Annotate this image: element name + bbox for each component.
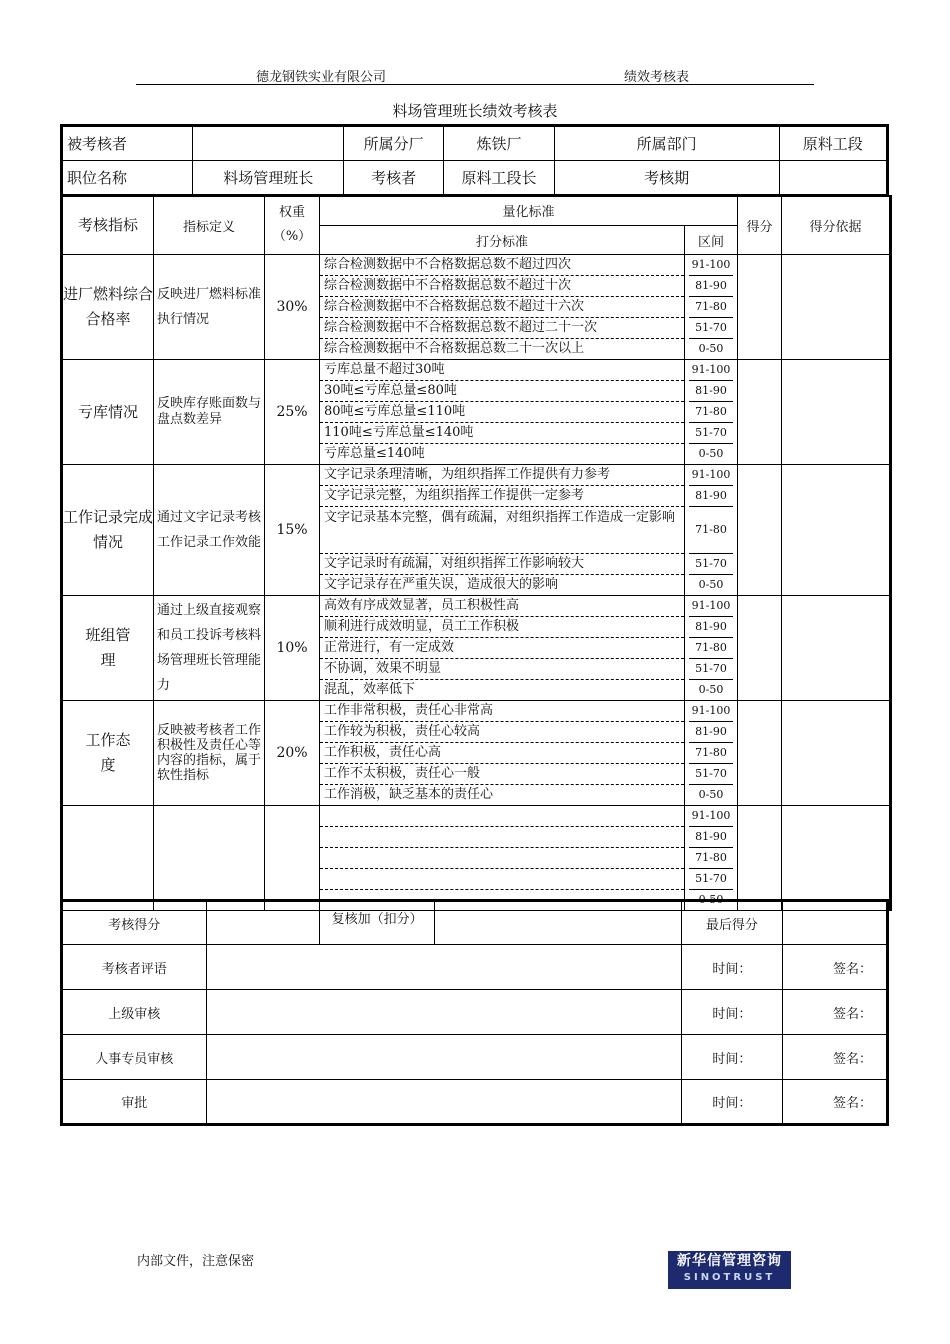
header-divider — [136, 84, 814, 85]
standard-line: 亏库总量≤140吨 — [324, 446, 425, 461]
range-value: 71-80 — [689, 297, 733, 318]
position-label: 职位名称 — [62, 161, 193, 196]
range-value: 71-80 — [689, 848, 733, 869]
range-value: 91-100 — [689, 806, 733, 827]
kpi-name: 亏库情况 — [62, 360, 154, 465]
period-label: 考核期 — [554, 161, 779, 196]
range-value: 51-70 — [689, 554, 733, 575]
standard-line: 工作较为积极，责任心较高 — [320, 722, 684, 743]
range-value: 81-90 — [689, 827, 733, 848]
total-score-label: 考核得分 — [62, 901, 207, 945]
standard-line: 综合检测数据中不合格数据总数不超过十六次 — [320, 297, 684, 318]
col-scoring: 打分标准 — [320, 226, 685, 255]
range-value: 91-100 — [689, 596, 733, 617]
range-value: 91-100 — [689, 701, 733, 722]
range-list — [685, 465, 738, 596]
kpi-table — [60, 195, 892, 911]
standard-line: 顺利进行成效明显，员工工作积极 — [320, 617, 684, 638]
kpi-weight: 20% — [265, 701, 320, 806]
kpi-name: 工作态度 — [62, 701, 154, 806]
basis-cell[interactable] — [782, 806, 891, 911]
standard-line: 30吨≤亏库总量≤80吨 — [320, 381, 684, 402]
kpi-weight: 10% — [265, 596, 320, 701]
range-value: 51-70 — [689, 659, 733, 680]
col-range: 区间 — [685, 226, 738, 255]
standard-line: 综合检测数据中不合格数据总数不超过十次 — [320, 276, 684, 297]
page-title: 料场管理班长绩效考核表 — [392, 102, 558, 120]
factory-label: 所属分厂 — [344, 126, 444, 161]
col-definition: 指标定义 — [154, 196, 265, 255]
basis-cell[interactable] — [782, 360, 891, 465]
col-weight: 权重（%） — [265, 196, 320, 255]
col-basis: 得分依据 — [782, 196, 891, 255]
standard-line: 高效有序成效显著，员工积极性高 — [320, 596, 684, 617]
sign-label: 签名： — [782, 1035, 887, 1080]
superior-review-value[interactable] — [206, 990, 682, 1035]
sign-label: 签名： — [782, 990, 887, 1035]
range-value: 0-50 — [698, 683, 724, 696]
standard-line: 不协调，效果不明显 — [320, 659, 684, 680]
standard-line[interactable] — [320, 806, 684, 827]
range-value: 0-50 — [698, 578, 724, 591]
kpi-weight: 15% — [265, 465, 320, 596]
assessor-label: 考核者 — [344, 161, 444, 196]
sign-label: 签名： — [782, 1080, 887, 1125]
superior-review-label: 上级审核 — [62, 990, 207, 1035]
scoring-standards — [320, 596, 685, 701]
review-adjust-label: 复核加（扣分） — [319, 901, 434, 945]
range-value: 51-70 — [689, 764, 733, 785]
range-value: 51-70 — [689, 318, 733, 339]
scoring-standards — [320, 465, 685, 596]
scoring-standards — [320, 701, 685, 806]
score-cell[interactable] — [738, 465, 782, 596]
basis-cell[interactable] — [782, 255, 891, 360]
dept-label: 所属部门 — [554, 126, 779, 161]
range-value: 91-100 — [689, 255, 733, 276]
range-list — [685, 360, 738, 465]
standard-line: 文字记录条理清晰，为组织指挥工作提供有力参考 — [320, 465, 684, 486]
logo-en-text: SINOTRUST — [683, 1272, 776, 1283]
range-value: 0-50 — [698, 447, 724, 460]
range-value: 81-90 — [689, 381, 733, 402]
standard-line: 工作非常积极，责任心非常高 — [320, 701, 684, 722]
kpi-definition: 反映库存账面数与盘点数差异 — [154, 360, 265, 465]
standard-line: 综合检测数据中不合格数据总数不超过四次 — [320, 255, 684, 276]
hr-review-label: 人事专员审核 — [62, 1035, 207, 1080]
period-value[interactable] — [779, 161, 887, 196]
standard-line: 工作不太积极，责任心一般 — [320, 764, 684, 785]
time-label: 时间： — [682, 990, 782, 1035]
standard-line: 工作积极，责任心高 — [320, 743, 684, 764]
kpi-name[interactable] — [62, 806, 154, 911]
col-score: 得分 — [738, 196, 782, 255]
scoring-standards — [320, 806, 685, 911]
approval-label: 审批 — [62, 1080, 207, 1125]
range-value: 81-90 — [689, 617, 733, 638]
score-cell[interactable] — [738, 701, 782, 806]
time-label: 时间： — [682, 1035, 782, 1080]
dept-value[interactable]: 原料工段 — [779, 126, 887, 161]
assessor-value[interactable]: 原料工段长 — [444, 161, 554, 196]
logo-cn-text: 新华信管理咨询 — [677, 1253, 782, 1269]
assessor-comment-label: 考核者评语 — [62, 945, 207, 990]
final-score-value[interactable] — [782, 901, 887, 945]
standard-line: 文字记录基本完整，偶有疏漏，对组织指挥工作造成一定影响 — [320, 507, 684, 554]
col-kpi: 考核指标 — [62, 196, 154, 255]
kpi-weight: 30% — [265, 255, 320, 360]
sinotrust-logo — [668, 1251, 791, 1289]
range-value: 81-90 — [689, 276, 733, 297]
kpi-definition: 反映被考核者工作积极性及责任心等内容的指标，属于软性指标 — [154, 701, 265, 806]
sign-label: 签名： — [782, 945, 887, 990]
standard-line[interactable] — [320, 848, 684, 869]
col-quant: 量化标准 — [320, 196, 738, 226]
range-value: 0-50 — [698, 893, 724, 906]
assessor-comment-value[interactable] — [206, 945, 682, 990]
standard-line: 混乱，效率低下 — [324, 682, 416, 697]
range-value: 0-50 — [698, 788, 724, 801]
range-value: 51-70 — [689, 869, 733, 890]
info-table — [60, 124, 889, 197]
summary-table — [60, 899, 889, 1126]
standard-line: 综合检测数据中不合格数据总数不超过二十一次 — [320, 318, 684, 339]
kpi-weight[interactable] — [265, 806, 320, 911]
standard-line: 文字记录存在严重失误，造成很大的影响 — [324, 577, 559, 592]
final-score-label: 最后得分 — [682, 901, 782, 945]
time-label: 时间： — [682, 1080, 782, 1125]
range-value: 71-80 — [689, 743, 733, 764]
hr-review-value[interactable] — [206, 1035, 682, 1080]
standard-line: 110吨≤亏库总量≤140吨 — [320, 423, 684, 444]
range-value: 71-80 — [689, 638, 733, 659]
standard-line: 80吨≤亏库总量≤110吨 — [320, 402, 684, 423]
factory-value[interactable]: 炼铁厂 — [444, 126, 554, 161]
range-list — [685, 701, 738, 806]
standard-line[interactable] — [320, 827, 684, 848]
assessee-value[interactable] — [193, 126, 344, 161]
assessee-label: 被考核者 — [62, 126, 193, 161]
confidential-note: 内部文件，注意保密 — [137, 1254, 255, 1269]
standard-line: 亏库总量不超过30吨 — [320, 360, 684, 381]
document-type: 绩效考核表 — [624, 70, 690, 85]
time-label: 时间： — [682, 945, 782, 990]
review-adjust-value[interactable] — [435, 901, 682, 945]
kpi-weight: 25% — [265, 360, 320, 465]
kpi-definition[interactable] — [154, 806, 265, 911]
standard-line[interactable] — [320, 869, 684, 890]
range-value: 71-80 — [689, 402, 733, 423]
standard-line: 工作消极，缺乏基本的责任心 — [324, 787, 494, 802]
kpi-name: 班组管理 — [62, 596, 154, 701]
scoring-standards — [320, 360, 685, 465]
standard-line: 文字记录时有疏漏，对组织指挥工作影响较大 — [320, 554, 684, 575]
kpi-definition: 反映进厂燃料标准执行情况 — [154, 255, 265, 360]
range-value: 91-100 — [689, 465, 733, 486]
standard-line: 正常进行，有一定成效 — [320, 638, 684, 659]
kpi-name: 进厂燃料综合合格率 — [62, 255, 154, 360]
basis-cell[interactable] — [782, 465, 891, 596]
standard-line: 综合检测数据中不合格数据总数二十一次以上 — [324, 341, 585, 356]
range-value: 81-90 — [689, 722, 733, 743]
position-value[interactable]: 料场管理班长 — [193, 161, 344, 196]
score-cell[interactable] — [738, 596, 782, 701]
basis-cell[interactable] — [782, 596, 891, 701]
score-cell[interactable] — [738, 806, 782, 911]
kpi-definition: 通过文字记录考核工作记录工作效能 — [154, 465, 265, 596]
range-list — [685, 596, 738, 701]
score-cell[interactable] — [738, 360, 782, 465]
standard-line: 文字记录完整，为组织指挥工作提供一定参考 — [320, 486, 684, 507]
total-score-value[interactable] — [206, 901, 319, 945]
basis-cell[interactable] — [782, 701, 891, 806]
range-list — [685, 806, 738, 911]
range-value: 51-70 — [689, 423, 733, 444]
kpi-definition: 通过上级直接观察和员工投诉考核料场管理班长管理能力 — [154, 596, 265, 701]
score-cell[interactable] — [738, 255, 782, 360]
range-value: 91-100 — [689, 360, 733, 381]
range-value: 71-80 — [689, 507, 733, 554]
scoring-standards — [320, 255, 685, 360]
company-name: 德龙钢铁实业有限公司 — [256, 70, 387, 85]
range-value: 0-50 — [698, 342, 724, 355]
approval-value[interactable] — [206, 1080, 682, 1125]
range-list — [685, 255, 738, 360]
range-value: 81-90 — [689, 486, 733, 507]
kpi-name: 工作记录完成情况 — [62, 465, 154, 596]
